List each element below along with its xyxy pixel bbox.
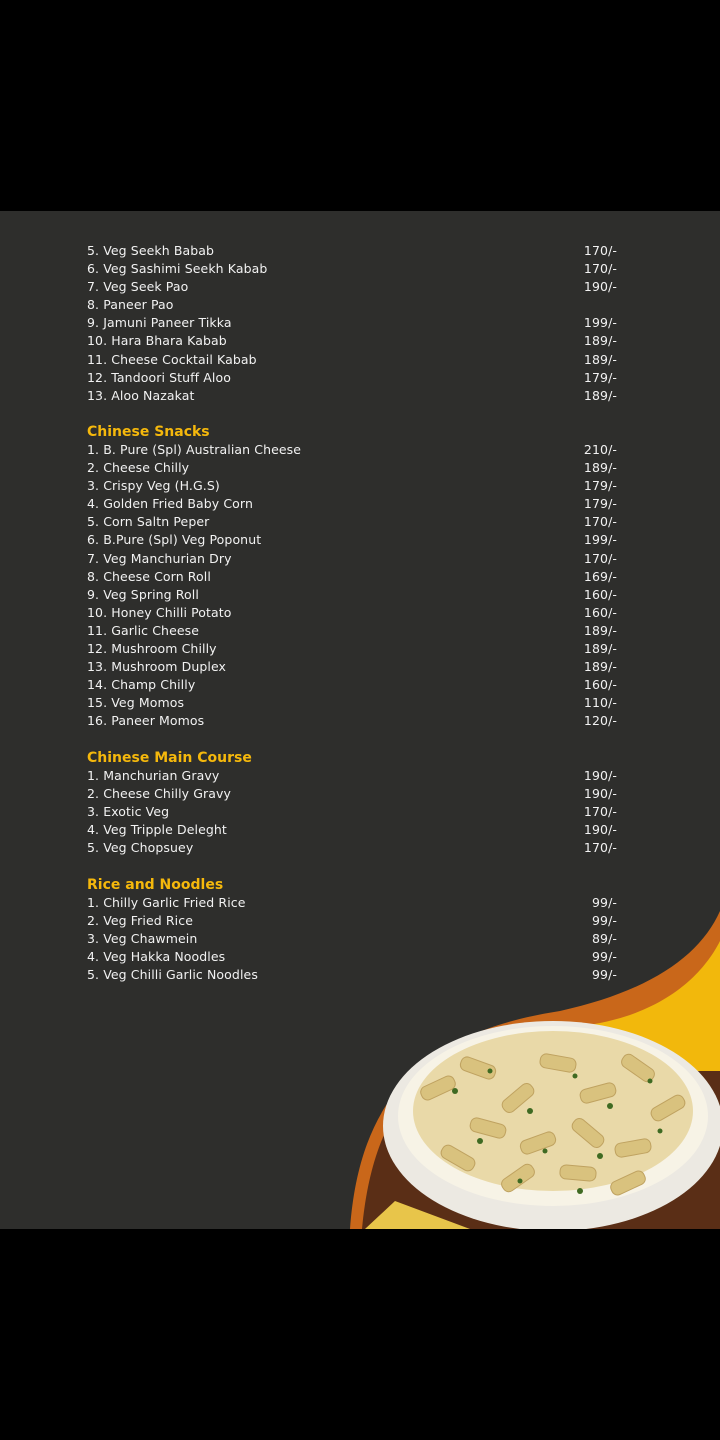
menu-item: [87, 785, 627, 803]
menu-item: [87, 260, 627, 278]
item-name: 3. Exotic Veg: [87, 804, 170, 820]
item-name: 13. Aloo Nazakat: [87, 387, 195, 403]
item-price: 160/-: [583, 604, 617, 620]
item-name: 12. Mushroom Chilly: [87, 641, 217, 657]
item-name: 3. Crispy Veg (H.G.S): [87, 478, 220, 494]
menu-item: [87, 930, 627, 948]
item-price: 189/-: [583, 351, 617, 367]
menu-item: [87, 459, 627, 477]
menu-item: [87, 531, 627, 549]
item-price: 169/-: [583, 568, 617, 584]
item-price: 89/-: [591, 931, 617, 947]
item-name: 6. Veg Sashimi Seekh Kabab: [87, 261, 268, 277]
item-name: 4. Veg Hakka Noodles: [87, 949, 226, 965]
item-name: 12. Tandoori Stuff Aloo: [87, 369, 231, 385]
item-price: 189/-: [583, 622, 617, 638]
menu-item: [87, 767, 627, 785]
item-price: 189/-: [583, 460, 617, 476]
menu-item: [87, 694, 627, 712]
menu-item: [87, 640, 627, 658]
item-name: 1. Manchurian Gravy: [87, 768, 220, 783]
item-name: 5. Corn Saltn Peper: [87, 514, 210, 530]
item-price: [581, 296, 617, 314]
menu-item: [87, 948, 627, 966]
item-name: 5. Veg Chopsuey: [87, 840, 194, 856]
item-name: 16. Paneer Momos: [87, 713, 205, 729]
item-price: 170/-: [583, 243, 617, 258]
item-price: 189/-: [583, 641, 617, 657]
item-price: 170/-: [583, 840, 617, 856]
item-price: 120/-: [583, 713, 617, 729]
menu-section-chinese-snacks: [87, 422, 627, 731]
item-name: 11. Cheese Cocktail Kabab: [87, 351, 257, 367]
item-name: 4. Veg Tripple Deleght: [87, 822, 227, 838]
menu-item: [87, 550, 627, 568]
item-name: 3. Veg Chawmein: [87, 931, 198, 947]
menu-item: [87, 351, 627, 369]
item-price: 170/-: [583, 550, 617, 566]
item-price: 179/-: [583, 369, 617, 385]
menu-section-tandoor-continued: [87, 242, 627, 405]
item-price: 160/-: [583, 677, 617, 693]
item-name: 7. Veg Seek Pao: [87, 279, 189, 295]
menu-item: [87, 387, 627, 405]
item-name: 8. Paneer Pao: [87, 297, 174, 313]
menu-item: [87, 622, 627, 640]
menu-section-chinese-main-course: [87, 748, 627, 857]
menu-item: [87, 712, 627, 730]
menu-item: [87, 839, 627, 857]
item-price: 170/-: [583, 261, 617, 277]
item-price: 99/-: [591, 949, 617, 965]
item-price: 210/-: [583, 442, 617, 457]
item-name: 14. Champ Chilly: [87, 677, 196, 693]
menu-item: [87, 821, 627, 839]
item-price: 190/-: [583, 786, 617, 802]
menu-item: [87, 441, 627, 459]
item-name: 11. Garlic Cheese: [87, 622, 200, 638]
section-title: Chinese Main Course: [87, 750, 252, 766]
section-title: Chinese Snacks: [87, 424, 210, 440]
item-price: 189/-: [583, 387, 617, 403]
menu-item: [87, 658, 627, 676]
item-name: 15. Veg Momos: [87, 695, 185, 711]
menu-item: [87, 912, 627, 930]
item-name: 6. B.Pure (Spl) Veg Poponut: [87, 532, 262, 548]
menu-item: [87, 586, 627, 604]
item-name: 4. Golden Fried Baby Corn: [87, 496, 253, 512]
item-name: 10. Honey Chilli Potato: [87, 604, 232, 620]
item-price: 170/-: [583, 514, 617, 530]
menu-item: [87, 278, 627, 296]
menu-item: [87, 966, 627, 984]
item-price: 199/-: [583, 532, 617, 548]
item-name: 8. Cheese Corn Roll: [87, 568, 211, 584]
item-name: 1. B. Pure (Spl) Australian Cheese: [87, 442, 302, 457]
item-price: 179/-: [583, 496, 617, 512]
menu-item: [87, 495, 627, 513]
item-price: 199/-: [583, 315, 617, 331]
item-name: 9. Veg Spring Roll: [87, 586, 199, 602]
item-price: 179/-: [583, 478, 617, 494]
menu-item: [87, 676, 627, 694]
item-price: 190/-: [583, 822, 617, 838]
menu-item: [87, 477, 627, 495]
menu-item: [87, 242, 627, 260]
item-name: 2. Cheese Chilly: [87, 460, 190, 476]
menu-item: [87, 894, 627, 912]
item-price: 189/-: [583, 659, 617, 675]
item-name: 2. Cheese Chilly Gravy: [87, 786, 232, 802]
menu-item: [87, 369, 627, 387]
item-name: 5. Veg Seekh Babab: [87, 243, 215, 258]
item-price: 190/-: [583, 279, 617, 295]
menu-item: [87, 314, 627, 332]
item-name: 1. Chilly Garlic Fried Rice: [87, 895, 246, 910]
item-name: 2. Veg Fried Rice: [87, 913, 193, 929]
menu-page: [0, 211, 720, 1229]
section-title: Rice and Noodles: [87, 877, 224, 893]
menu-item: [87, 568, 627, 586]
item-price: 170/-: [583, 804, 617, 820]
item-price: 99/-: [591, 913, 617, 929]
item-name: 7. Veg Manchurian Dry: [87, 550, 232, 566]
menu-item: [87, 604, 627, 622]
item-price: 110/-: [583, 695, 617, 711]
item-price: 99/-: [591, 895, 617, 910]
menu-item: [87, 803, 627, 821]
item-price: 99/-: [591, 967, 617, 983]
menu-item: [87, 513, 627, 531]
menu-item: [87, 332, 627, 350]
item-name: 13. Mushroom Duplex: [87, 659, 227, 675]
menu-section-rice-and-noodles: [87, 875, 627, 984]
menu-item: [87, 296, 627, 314]
item-price: 160/-: [583, 586, 617, 602]
item-name: 9. Jamuni Paneer Tikka: [87, 315, 232, 331]
item-price: 189/-: [583, 333, 617, 349]
item-name: 10. Hara Bhara Kabab: [87, 333, 227, 349]
item-name: 5. Veg Chilli Garlic Noodles: [87, 967, 258, 983]
item-price: 190/-: [583, 768, 617, 783]
